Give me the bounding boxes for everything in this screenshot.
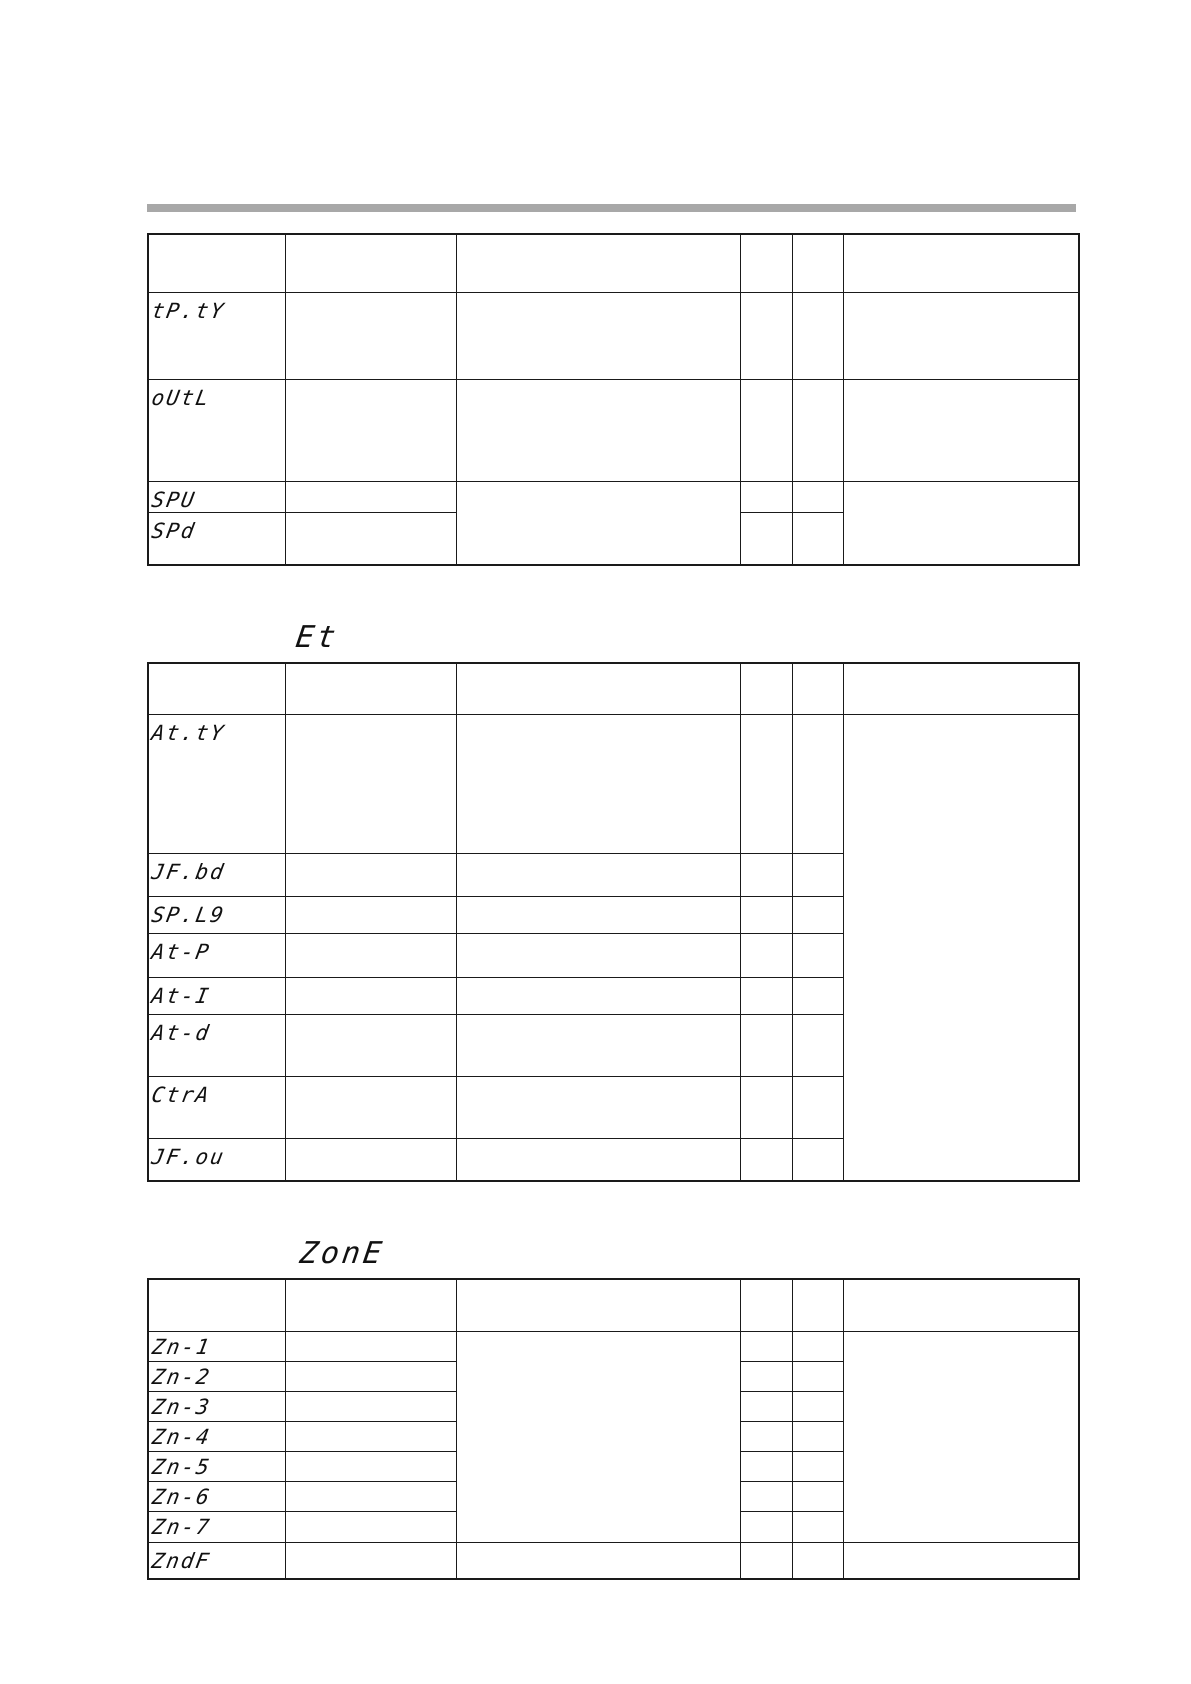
parameter-code: tP.tY bbox=[149, 298, 228, 323]
table-header-row bbox=[148, 1279, 1079, 1331]
table-header-row bbox=[148, 234, 1079, 292]
section-title-code: Et bbox=[293, 620, 341, 655]
table-row bbox=[148, 714, 1079, 853]
parameter-code: Zn-7 bbox=[150, 1514, 214, 1539]
parameter-code: Zn-5 bbox=[150, 1454, 214, 1479]
section-title-code: ZonE bbox=[297, 1236, 387, 1271]
parameter-table-2 bbox=[147, 662, 1080, 1182]
parameter-code: Zn-4 bbox=[150, 1424, 214, 1449]
parameter-code: oUtL bbox=[149, 385, 213, 410]
parameter-code: At.tY bbox=[149, 720, 228, 745]
table-row bbox=[148, 481, 1079, 512]
table-row bbox=[148, 1542, 1079, 1579]
table-header-row bbox=[148, 663, 1079, 714]
parameter-table-3 bbox=[147, 1278, 1080, 1580]
parameter-table-1 bbox=[147, 233, 1080, 566]
parameter-code: SPd bbox=[149, 518, 198, 543]
parameter-code: Zn-2 bbox=[150, 1364, 214, 1389]
parameter-code: JF.bd bbox=[149, 859, 228, 884]
header-rule bbox=[147, 204, 1076, 212]
table-row bbox=[148, 292, 1079, 379]
table-row bbox=[148, 1331, 1079, 1361]
parameter-code: At-P bbox=[149, 939, 213, 964]
parameter-code: Zn-1 bbox=[150, 1334, 214, 1359]
parameter-code: SPU bbox=[149, 487, 198, 512]
parameter-code: ZndF bbox=[149, 1548, 213, 1573]
parameter-code: CtrA bbox=[149, 1082, 213, 1107]
parameter-code: Zn-3 bbox=[150, 1394, 214, 1419]
parameter-code: Zn-6 bbox=[150, 1484, 214, 1509]
parameter-code: At-d bbox=[149, 1020, 213, 1045]
parameter-code: At-I bbox=[149, 983, 213, 1008]
parameter-code: SP.L9 bbox=[149, 902, 228, 927]
table-row bbox=[148, 379, 1079, 481]
parameter-code: JF.ou bbox=[149, 1144, 228, 1169]
